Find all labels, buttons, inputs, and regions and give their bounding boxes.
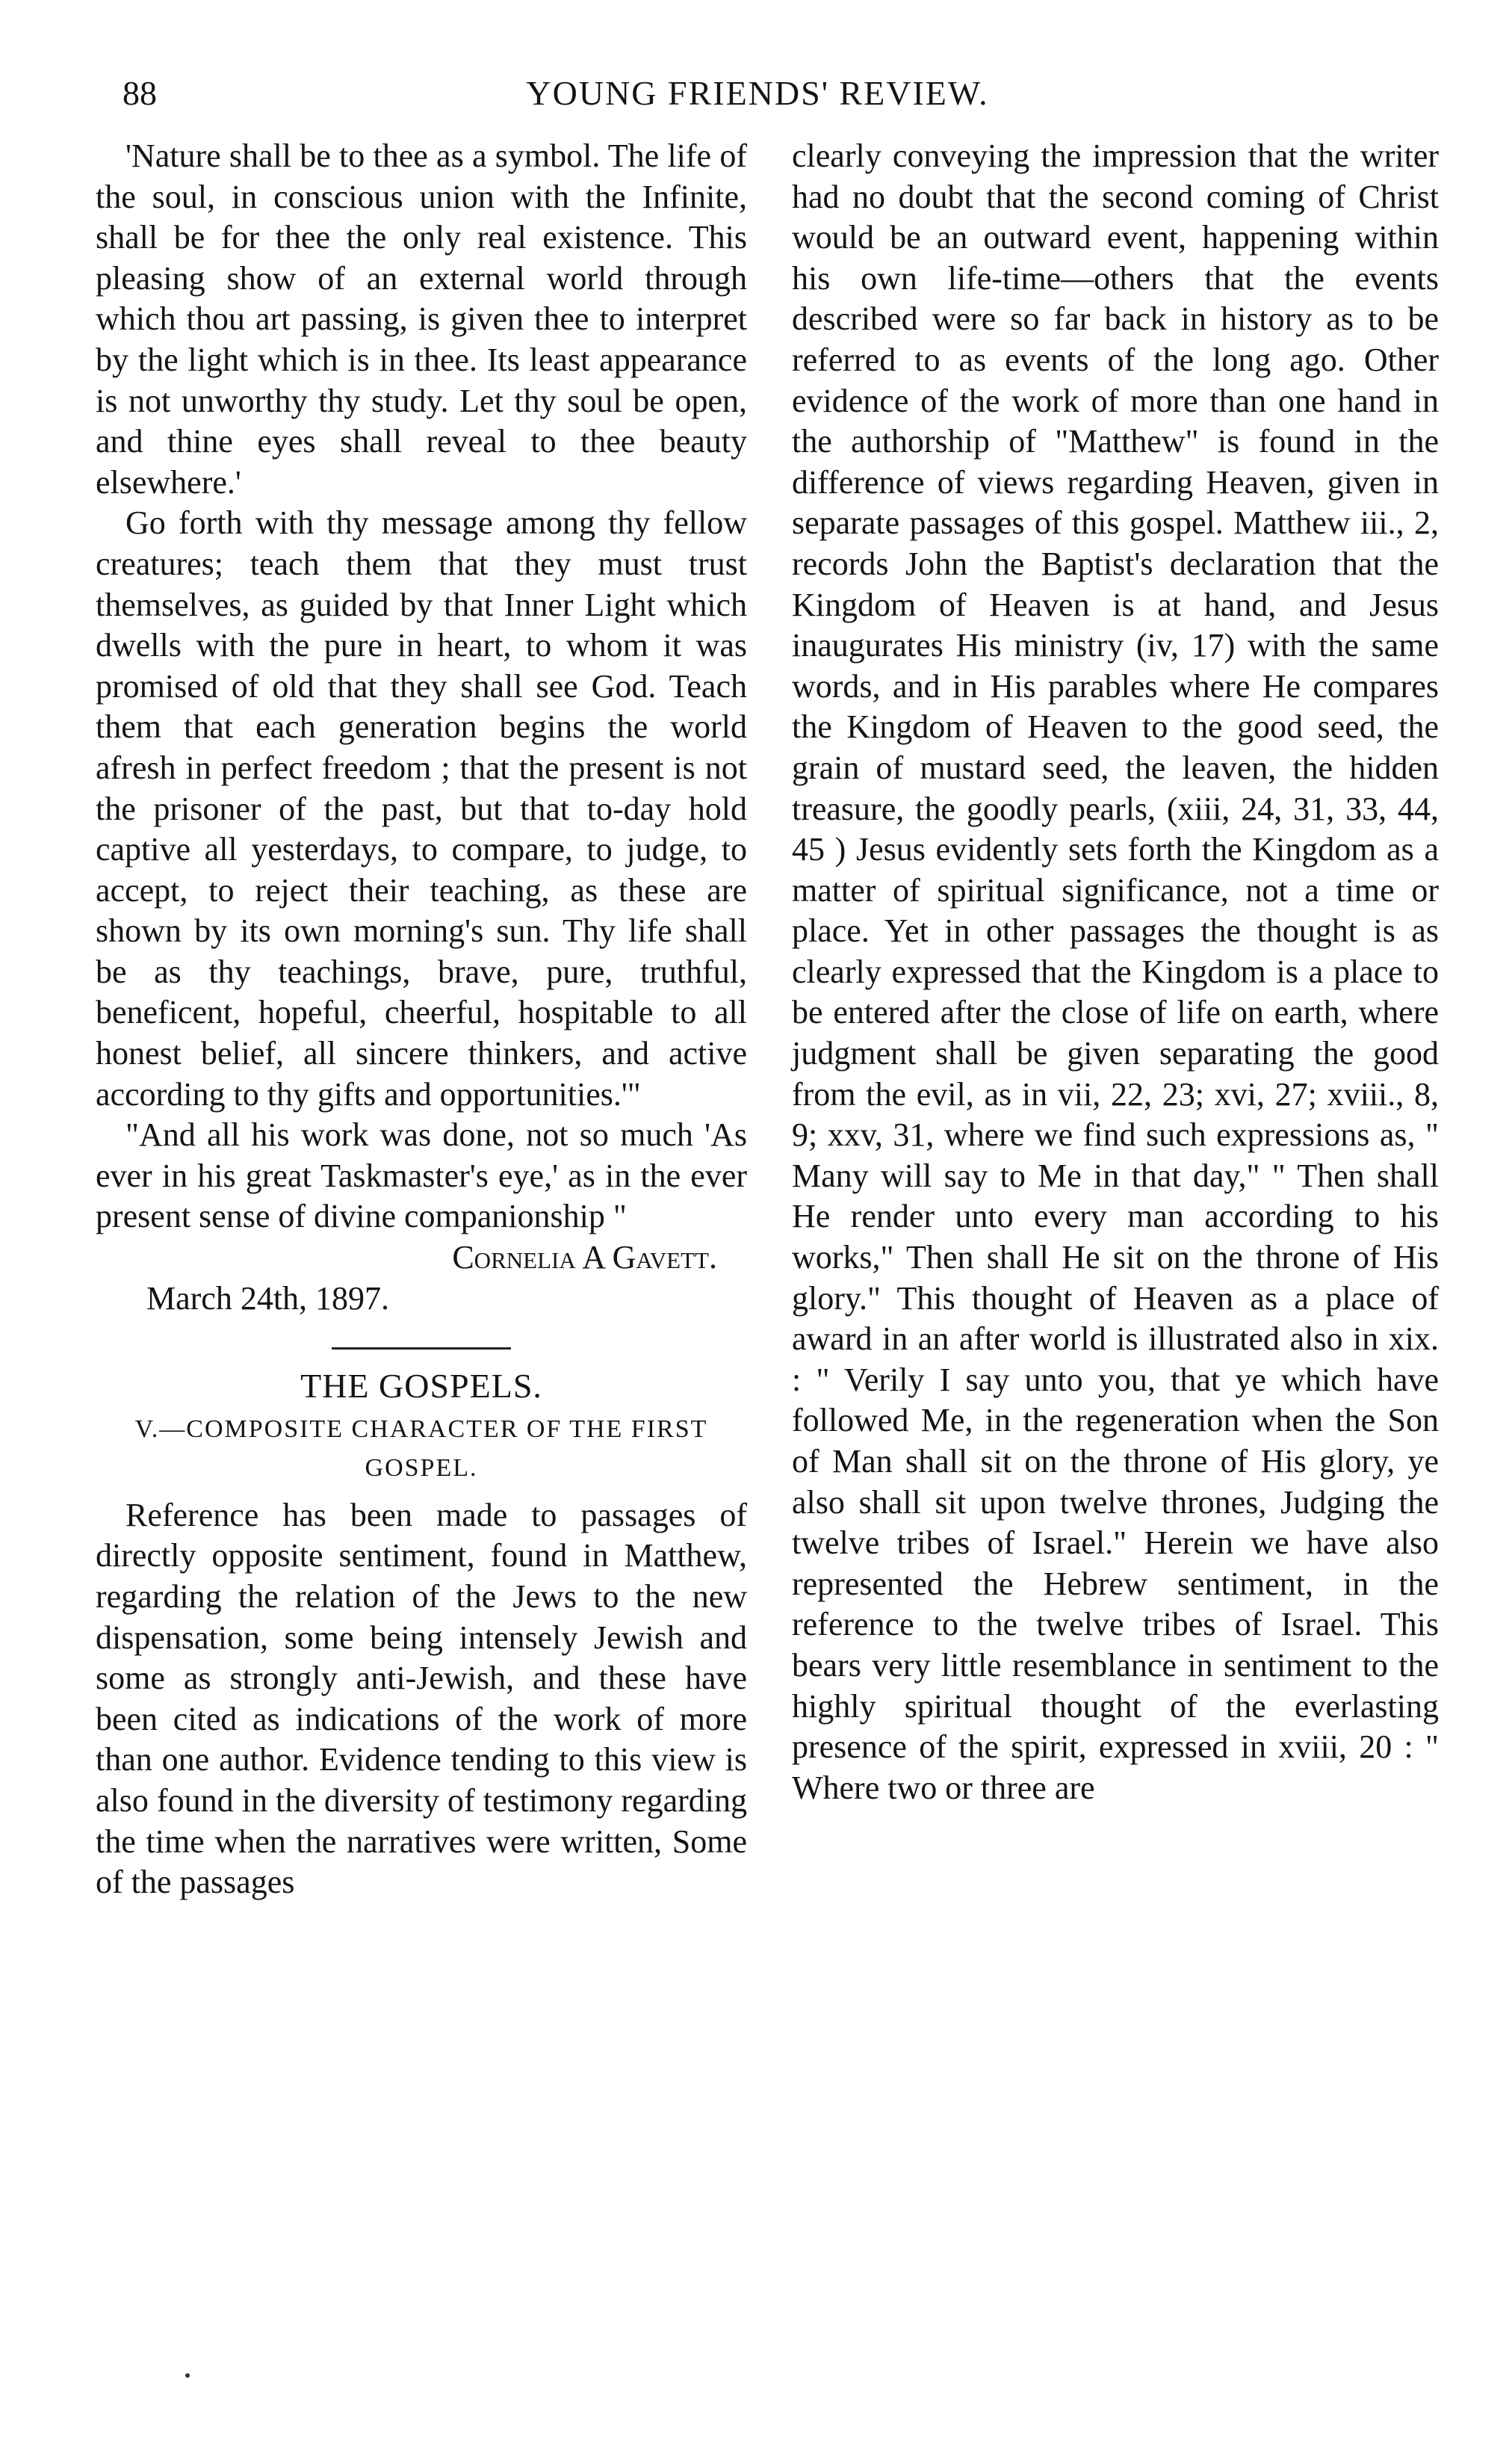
quote-paragraph-2: Go forth with thy message among thy fellow creatures; teach them that they must trust themselves, as guided by that Inner Light which dwells with the pure in heart, to whom it was promised of old that they shall see God. Teach them that each generation begins the world afresh in perfect freedom ; that the present is not the prisoner of the past, but that to-day hold captive all yesterdays, to compare, to judge, to accept, to reject their teaching, as these are shown by its own morning's sun. Thy life shall be as thy teachings, brave, pure, truthful, beneficent, hopeful, cheerful, hospitable to all honest belief, all sincere thinkers, and active according to thy gifts and opportunities.'" bbox=[96, 504, 747, 1113]
article-paragraph-2: clearly conveying the impression that the writer had no doubt that the second coming of Christ would be an outward event, happening within his own life-time—others that the events described were so far back in history as to be referred to as events of the long ago. Other evidence of the work of more than one hand in the authorship of "Matthew" is found in the difference of views regarding Heaven, given in separate passages of this gospel. Matthew iii., 2, records John the Baptist's declaration that the Kingdom of Heaven is at hand, and Jesus inaugurates His ministry (iv, 17) with the same words, and in His parables where He compares the Kingdom of Heaven to the good seed, the grain of mustard seed, the leaven, the hidden treasure, the goodly pearls, (xiii, 24, 31, 33, 44, 45 ) Jesus evidently sets forth the Kingdom as a matter of spiritual significance, not a time or place. Yet in other passages the thought is as clearly expressed that the Kingdom is a place to be entered after the close of life on earth, where judgment shall be given separating the good from the evil, as in vii, 22, 23; xvi, 27; xviii., 8, 9; xxv, 31, where we find such expressions as, " Many will say to Me in that day," " Then shall He render unto every man according to his works," Then shall He sit on the throne of His glory." This thought of Heaven as a place of award in an after world is illustrated also in xix. : " Verily I say unto you, that ye which have followed Me, in the regeneration when the Son of Man shall sit on the throne of His glory, ye also shall sit upon twelve thrones, Judging the twelve tribes of Israel." Herein we have also represented the Hebrew sentiment, in the reference to the twelve tribes of Israel. This bears very little resemblance in sentiment to the highly spiritual thought of the everlasting presence of the spirit, expressed in xviii, 20 : " Where two or three are bbox=[792, 137, 1439, 1806]
section-divider bbox=[332, 1347, 511, 1350]
quote-paragraph-1: 'Nature shall be to thee as a symbol. The life of the soul, in conscious union with the Infinite, shall be for thee the only real existence. This pleasing show of an external world through which thou art passing, is given thee to interpret by the light which is in thee. Its least appearance is not unworthy thy study. Let thy soul be open, and thine eyes shall reveal to thee beauty elsewhere.' bbox=[96, 137, 747, 501]
right-column bbox=[792, 136, 1439, 1808]
left-column bbox=[96, 136, 747, 1903]
section-title: THE GOSPELS. bbox=[300, 1367, 542, 1406]
page-header bbox=[123, 73, 1392, 126]
print-speck bbox=[185, 2373, 190, 2378]
running-title: YOUNG FRIENDS' REVIEW. bbox=[526, 74, 989, 112]
section-subtitle: V.—COMPOSITE CHARACTER OF THE FIRST GOSPEL. bbox=[134, 1415, 708, 1482]
quote-paragraph-3: "And all his work was done, not so much 'As ever in his great Taskmaster's eye,' as in the ever present sense of divine companionship " bbox=[96, 1116, 747, 1235]
author-signature: Cornelia A Gavett. bbox=[452, 1239, 717, 1276]
page-number: 88 bbox=[123, 74, 157, 112]
article-paragraph-1: Reference has been made to passages of directly opposite sentiment, found in Matthew, regarding the relation of the Jews to the new dispensation, some being intensely Jewish and some as strongly anti-Jewish, and these have been cited as indications of the work of more than one author. Evidence tending to this view is also found in the diversity of testimony regarding the time when the narratives were written, Some of the passages bbox=[96, 1496, 747, 1901]
dateline: March 24th, 1897. bbox=[146, 1279, 390, 1317]
